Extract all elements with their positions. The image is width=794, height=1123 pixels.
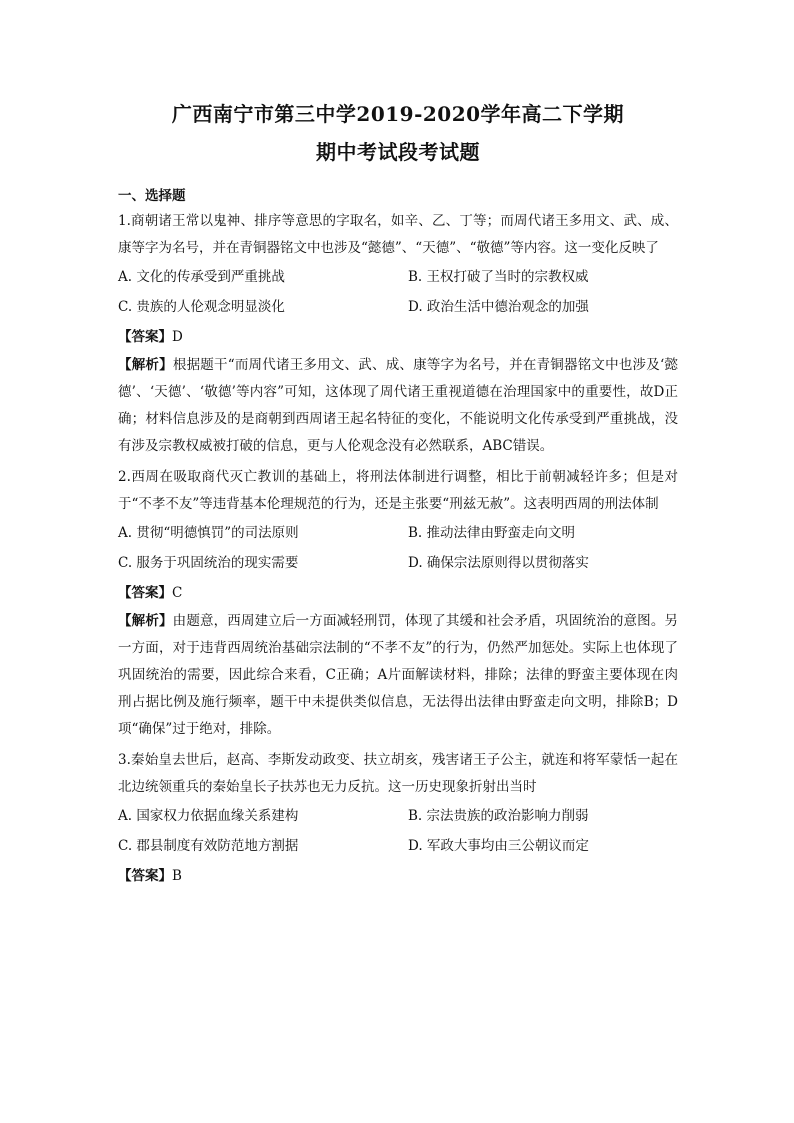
answer-value: D (172, 329, 183, 345)
question-3-options (118, 801, 678, 861)
question-2-options (118, 518, 678, 578)
question-2-analysis (118, 608, 678, 743)
option-d: D. 军政大事均由三公朝议而定 (408, 838, 589, 854)
analysis-label: 【解析】 (118, 357, 173, 373)
analysis-label: 【解析】 (118, 613, 173, 629)
option-d: D. 政治生活中德治观念的加强 (408, 299, 589, 315)
answer-label: 【答案】 (118, 329, 172, 345)
question-1-stem: 1.商朝诸王常以鬼神、排序等意思的字取名，如辛、乙、丁等；而周代诸王多用文、武、成、康等字为名号，并在青铜器铭文中也涉及“懿德”、“天德”、“敬德”等内容。这一变化反映了 (118, 213, 678, 256)
question-1-options (118, 262, 678, 322)
question-1-answer (118, 322, 678, 352)
answer-value: B (172, 868, 182, 884)
answer-label: 【答案】 (118, 868, 172, 884)
answer-label: 【答案】 (118, 585, 172, 601)
analysis-text: 由题意，西周建立后一方面减轻刑罚，体现了其缓和社会矛盾，巩固统治的意图。另一方面，对于违背西周统治基础宗法制的“不孝不友”的行为，仍然严加惩处。实际上也体现了巩固统治的需要，因此综合来看，C正确；A片面解读材料，排除；法律的野蛮主要体现在肉刑占据比例及施行频率，题干中未提供类似信息，无法得出法律由野蛮走向文明，排除B；D项“确保”过于绝对，排除。 (118, 613, 679, 737)
option-b: B. 王权打破了当时的宗教权威 (408, 269, 589, 285)
document-title-line2: 期中考试段考试题 (316, 140, 480, 164)
question-1-analysis (118, 352, 678, 460)
question-3-stem: 3.秦始皇去世后，赵高、李斯发动政变、扶立胡亥，残害诸王子公主，就连和将军蒙恬一起在北边统领重兵的秦始皇长子扶苏也无力反抗。这一历史现象折射出当时 (118, 752, 678, 795)
question-3-answer (118, 861, 678, 891)
option-c: C. 郡县制度有效防范地方割据 (118, 838, 299, 854)
option-a: A. 文化的传承受到严重挑战 (118, 269, 285, 285)
option-d: D. 确保宗法原则得以贯彻落实 (408, 555, 589, 571)
option-c: C. 服务于巩固统治的现实需要 (118, 555, 299, 571)
option-a: A. 国家权力依据血缘关系建构 (118, 808, 299, 824)
document-title-line1: 广西南宁市第三中学2019-2020学年高二下学期 (171, 102, 625, 126)
question-2-answer (118, 578, 678, 608)
option-b: B. 推动法律由野蛮走向文明 (408, 525, 576, 541)
section-heading: 一、选择题 (118, 188, 186, 204)
option-b: B. 宗法贵族的政治影响力削弱 (408, 808, 589, 824)
analysis-text: 根据题干“而周代诸王多用文、武、成、康等字为名号，并在青铜器铭文中也涉及‘懿德’、‘天德’、‘敬德’等内容”可知，这体现了周代诸王重视道德在治理国家中的重要性，故D正确；材料信息涉及的是商朝到西周诸王起名特征的变化，不能说明文化传承受到严重挑战，没有涉及宗教权威被打破的信息，更与人伦观念没有必然联系，ABC错误。 (118, 357, 678, 454)
answer-value: C (172, 585, 183, 601)
option-c: C. 贵族的人伦观念明显淡化 (118, 299, 285, 315)
document-page (118, 100, 678, 891)
question-2-stem: 2.西周在吸取商代灭亡教训的基础上，将刑法体制进行调整，相比于前朝减轻许多；但是对于“不孝不友”等违背基本伦理规范的行为，还是主张要“刑兹无赦”。这表明西周的刑法体制 (118, 469, 678, 512)
option-a: A. 贯彻“明德慎罚”的司法原则 (118, 525, 299, 541)
